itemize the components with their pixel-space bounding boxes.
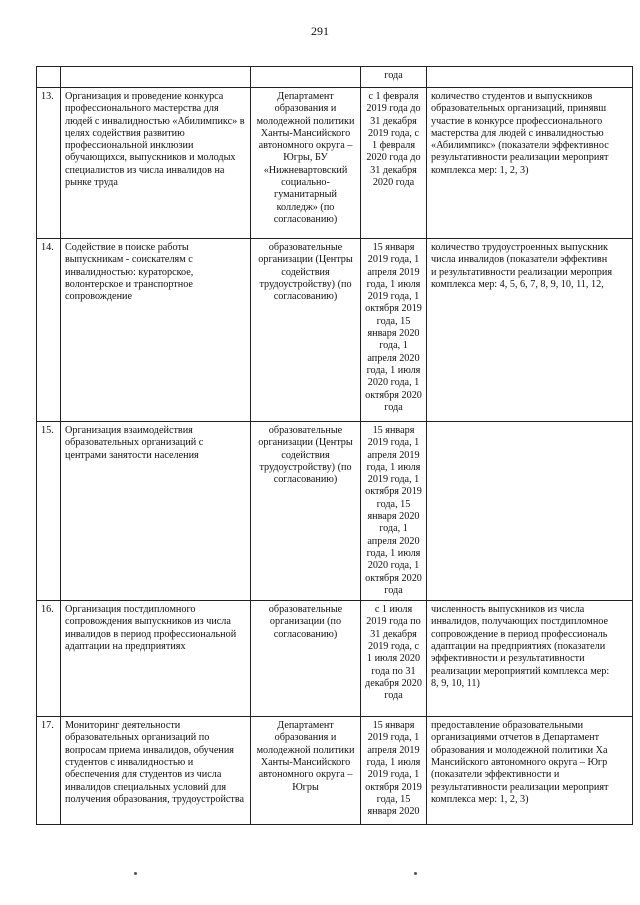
result-line: численность выпускников из числа [431,604,585,616]
result-line: «Абилимпикс» (показатели эффективнос [431,140,609,152]
result-line: комплекса мер: 1, 2, 3) [431,164,529,176]
measure-cell: Содействие в поиске работы выпускникам - соискателям с инвалидностью: кураторское, волонтерское и транспортное сопровождение [61,239,251,422]
row-number-cell: 14. [37,239,61,422]
executor-cell: образовательные организации (Центры содействия трудоустройству) (по согласованию) [251,239,361,422]
result-line: (показатели эффективности и [431,769,560,781]
scan-mark [134,872,137,875]
table-row [37,717,633,825]
scan-mark [414,872,417,875]
table-row [37,422,633,601]
result-line: образования и молодежной политики Ха [431,744,608,756]
result-line: комплекса мер: 1, 2, 3) [431,793,529,805]
result-cell [427,717,633,825]
header-cell-num [37,67,61,88]
result-line: количество студентов и выпускников [431,91,593,102]
dates-cell: с 1 февраля 2019 года до 31 декабря 2019 года, с 1 февраля 2020 года до 31 декабря 2020 года [361,88,427,239]
dates-cell: с 1 июля 2019 года по 31 декабря 2019 года, с 1 июля 2020 года по 31 декабря 2020 года [361,601,427,717]
result-line: количество трудоустроенных выпускник [431,242,608,253]
executor-cell: Департамент образования и молодежной политики Ханты-Мансийского автономного округа – Югры, БУ «Нижневартовский социально-гуманитарный колледж» (по согласованию) [251,88,361,239]
result-line: числа инвалидов (показатели эффективн [431,254,608,266]
table-header-row [37,67,633,88]
result-line: результативности реализации мероприят [431,152,609,164]
result-line: участие в конкурсе профессионального [431,115,603,127]
measure-cell: Организация и проведение конкурса профессионального мастерства для людей с инвалидностью «Абилимпикс» в целях содействия развитию профессиональной инклюзии обучающихся, выпускников и молодых специалистов из числа инвалидов на рынке труда [61,88,251,239]
result-line: сопровождение в период профессиональ [431,628,608,640]
executor-cell: образовательные организации (Центры содействия трудоустройству) (по согласованию) [251,422,361,601]
result-line: адаптации на предприятиях (показатели [431,641,606,653]
result-cell [427,422,633,601]
header-cell-executor [251,67,361,88]
row-number-cell: 15. [37,422,61,601]
page-number: 291 [311,24,329,38]
result-line: 8, 9, 10, 11) [431,677,480,689]
result-line: результативности реализации мероприят [431,781,609,793]
result-line: предоставление образовательными [431,720,584,732]
result-cell [427,88,633,239]
executor-cell: Департамент образования и молодежной политики Ханты-Мансийского автономного округа – Югры [251,717,361,825]
result-line: мастерства для людей с инвалидностью [431,127,604,139]
executor-cell: образовательные организации (по согласованию) [251,601,361,717]
result-line: эффективности и результативности [431,653,585,665]
header-cell-date: года [361,67,427,88]
result-cell [427,239,633,422]
header-cell-result [427,67,633,88]
measure-cell: Организация взаимодействия образовательных организаций с центрами занятости населения [61,422,251,601]
measure-cell: Мониторинг деятельности образовательных организаций по вопросам приема инвалидов, обучения студентов с инвалидностью и обеспечения для студентов из числа инвалидов специальных условий для получения образования, трудоустройства [61,717,251,825]
table-row [37,239,633,422]
table-row [37,601,633,717]
row-number-cell: 16. [37,601,61,717]
header-cell-measure [61,67,251,88]
result-cell [427,601,633,717]
row-number-cell: 13. [37,88,61,239]
result-line: образовательных организаций, принявш [431,103,607,115]
result-line: реализации мероприятий комплекса мер: [431,665,610,677]
result-line: Мансийского автономного округа – Югр [431,757,608,769]
table-row [37,88,633,239]
result-line: инвалидов, получающих постдипломное [431,616,609,628]
measures-table [36,66,633,825]
result-line: и результативности реализации мероприя [431,266,613,278]
dates-cell: 15 января 2019 года, 1 апреля 2019 года, 1 июля 2019 года, 1 октября 2019 года, 15 января 2020 [361,717,427,825]
result-line: комплекса мер: 4, 5, 6, 7, 8, 9, 10, 11, 12, [431,278,604,290]
measure-cell: Организация постдипломного сопровождения выпускников из числа инвалидов в период профессиональной адаптации на предприятиях [61,601,251,717]
dates-cell: 15 января 2019 года, 1 апреля 2019 года, 1 июля 2019 года, 1 октября 2019 года, 15 января 2020 года, 1 апреля 2020 года, 1 июля 2020 года, 1 октября 2020 года [361,239,427,422]
result-line: организациями отчетов в Департамент [431,732,600,744]
row-number-cell: 17. [37,717,61,825]
dates-cell: 15 января 2019 года, 1 апреля 2019 года, 1 июля 2019 года, 1 октября 2019 года, 15 января 2020 года, 1 апреля 2020 года, 1 июля 2020 года, 1 октября 2020 года [361,422,427,601]
